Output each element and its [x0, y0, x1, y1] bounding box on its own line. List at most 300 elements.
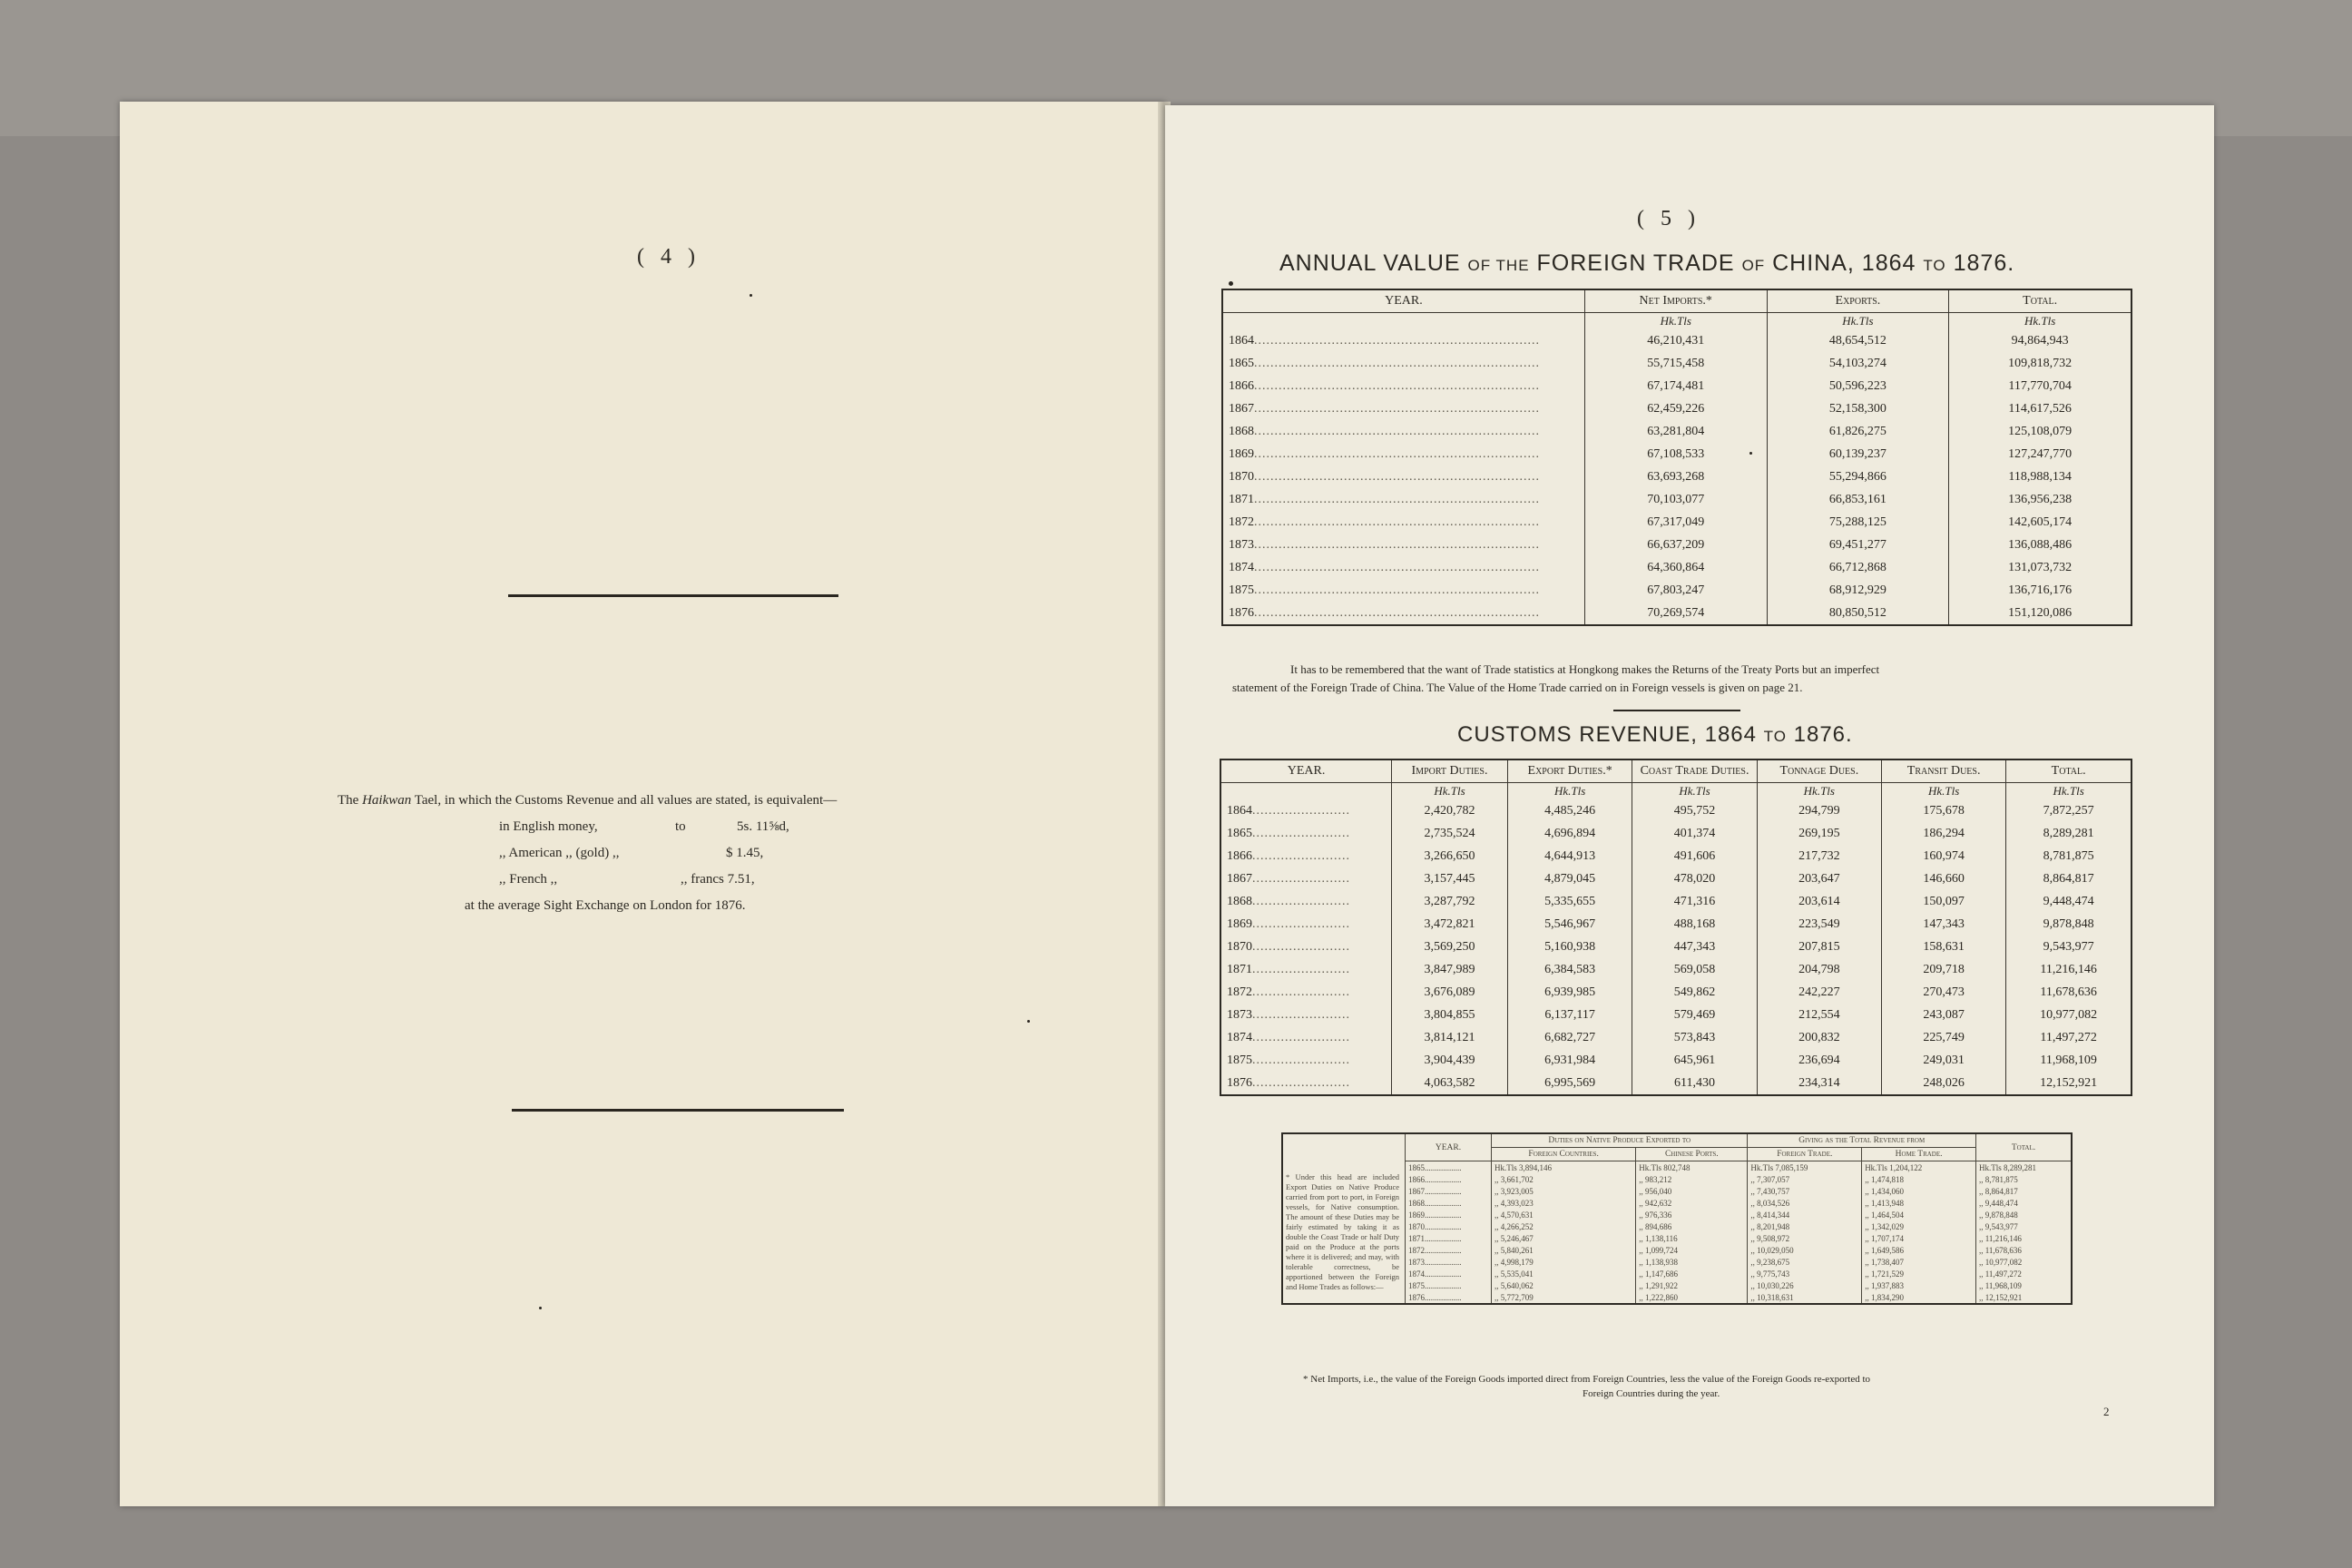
tael-french: ,, French ,,: [499, 872, 558, 887]
cell-exports: 61,826,275: [1767, 420, 1949, 443]
row-year: 1866: [1227, 848, 1252, 863]
cell-export: 5,335,655: [1507, 890, 1632, 913]
net-imports-footnote: * Net Imports, i.e., the value of the Foreign Goods imported direct from Foreign Countries, less the value of the Foreign Goods re-exported to: [1303, 1374, 1871, 1385]
cell-total: 114,617,526: [1949, 397, 2132, 420]
cell-t: ,, 8,781,875: [1976, 1173, 2073, 1185]
row-year: 1869: [1229, 446, 1254, 461]
cell-ht: Hk.Tls 1,204,122: [1862, 1161, 1976, 1174]
table-row: 1870........................ 3,569,250 5,160,938 447,343 207,815 158,631 9,543,977: [1220, 936, 2132, 958]
tael-french-value: ,, francs 7.51,: [681, 872, 755, 887]
cell-fc: ,, 5,640,062: [1492, 1279, 1636, 1291]
cell-fc: ,, 5,772,709: [1492, 1291, 1636, 1304]
cell-total: 11,968,109: [2006, 1049, 2132, 1072]
cell-exports: 52,158,300: [1767, 397, 1949, 420]
tael-footer: at the average Sight Exchange on London for 1876.: [465, 898, 746, 913]
cell-cp: ,, 976,336: [1636, 1209, 1748, 1220]
cell-ft: ,, 8,201,948: [1748, 1220, 1862, 1232]
unit-label: Hk.Tls: [1767, 313, 1949, 330]
cell-export: 4,879,045: [1507, 867, 1632, 890]
row-year: 1870..................: [1406, 1220, 1492, 1232]
native-produce-duties-table: [1281, 1132, 2073, 1305]
row-year: 1864: [1227, 803, 1252, 818]
cell-cp: ,, 1,291,922: [1636, 1279, 1748, 1291]
cell-exports: 55,294,866: [1767, 466, 1949, 488]
cell-exports: 68,912,929: [1767, 579, 1949, 602]
right-page: [1165, 105, 2214, 1506]
cell-coast: 447,343: [1632, 936, 1757, 958]
cell-ft: ,, 9,238,675: [1748, 1256, 1862, 1268]
cell-total: 136,088,486: [1949, 534, 2132, 556]
paper-speck: [1229, 281, 1233, 286]
cell-transit: 147,343: [1881, 913, 2005, 936]
cell-ft: ,, 10,318,631: [1748, 1291, 1862, 1304]
row-year: 1872: [1229, 514, 1254, 529]
unit-label: Hk.Tls: [1949, 313, 2132, 330]
cell-tonnage: 203,647: [1757, 867, 1881, 890]
tael-american: ,, American ,, (gold) ,,: [499, 846, 620, 860]
cell-exports: 69,451,277: [1767, 534, 1949, 556]
cell-import: 3,814,121: [1392, 1026, 1508, 1049]
table-row: 1870...................................................................... 63,693,268 55,294,866 118,988,134: [1222, 466, 2132, 488]
cell-transit: 150,097: [1881, 890, 2005, 913]
cell-export: 6,682,727: [1507, 1026, 1632, 1049]
cell-total: 10,977,082: [2006, 1004, 2132, 1026]
row-year: 1875: [1229, 583, 1254, 597]
cell-t: ,, 8,864,817: [1976, 1185, 2073, 1197]
cell-fc: ,, 4,570,631: [1492, 1209, 1636, 1220]
col-foreign-trade: Foreign Trade.: [1748, 1148, 1862, 1161]
row-year: 1876..................: [1406, 1291, 1492, 1304]
table-row: 1872...................................................................... 67,317,049 75,288,125 142,605,174: [1222, 511, 2132, 534]
col-year: YEAR.: [1406, 1133, 1492, 1161]
cell-cp: ,, 1,138,116: [1636, 1232, 1748, 1244]
col-exports: Exports.: [1767, 289, 1949, 313]
cell-imports: 67,803,247: [1584, 579, 1767, 602]
foreign-trade-table: [1221, 289, 2132, 626]
cell-total: 9,878,848: [2006, 913, 2132, 936]
cell-import: 3,157,445: [1392, 867, 1508, 890]
cell-ht: ,, 1,464,504: [1862, 1209, 1976, 1220]
cell-tonnage: 203,614: [1757, 890, 1881, 913]
cell-cp: ,, 1,099,724: [1636, 1244, 1748, 1256]
cell-total: 127,247,770: [1949, 443, 2132, 466]
row-year: 1875: [1227, 1053, 1252, 1067]
cell-fc: ,, 4,393,023: [1492, 1197, 1636, 1209]
cell-coast: 491,606: [1632, 845, 1757, 867]
cell-total: 151,120,086: [1949, 602, 2132, 625]
table-row: 1875...................................................................... 67,803,247 68,912,929 136,716,176: [1222, 579, 2132, 602]
cell-coast: 549,862: [1632, 981, 1757, 1004]
row-year: 1865: [1227, 826, 1252, 840]
cell-imports: 55,715,458: [1584, 352, 1767, 375]
trade-note-2: statement of the Foreign Trade of China. The Value of the Home Trade carried on in Foreign vessels is given on page 21.: [1232, 681, 1803, 694]
cell-cp: ,, 1,138,938: [1636, 1256, 1748, 1268]
cell-exports: 60,139,237: [1767, 443, 1949, 466]
cell-transit: 249,031: [1881, 1049, 2005, 1072]
cell-transit: 146,660: [1881, 867, 2005, 890]
cell-exports: 80,850,512: [1767, 602, 1949, 625]
cell-coast: 569,058: [1632, 958, 1757, 981]
signature-mark: 2: [2103, 1405, 2110, 1418]
cell-total: 11,678,636: [2006, 981, 2132, 1004]
table-row: 1869........................ 3,472,821 5,546,967 488,168 223,549 147,343 9,878,848: [1220, 913, 2132, 936]
table-row: 1868........................ 3,287,792 5,335,655 471,316 203,614 150,097 9,448,474: [1220, 890, 2132, 913]
row-year: 1871..................: [1406, 1232, 1492, 1244]
table-row: 1876........................ 4,063,582 6,995,569 611,430 234,314 248,026 12,152,921: [1220, 1072, 2132, 1095]
row-year: 1868: [1227, 894, 1252, 908]
row-year: 1873: [1229, 537, 1254, 552]
unit-label: Hk.Tls: [1881, 783, 2005, 800]
cell-ht: ,, 1,738,407: [1862, 1256, 1976, 1268]
cell-t: ,, 11,216,146: [1976, 1232, 2073, 1244]
cell-export: 5,546,967: [1507, 913, 1632, 936]
section-divider: [1613, 710, 1740, 711]
col-transit-dues: Transit Dues.: [1881, 760, 2005, 783]
cell-export: 4,485,246: [1507, 799, 1632, 822]
cell-transit: 158,631: [1881, 936, 2005, 958]
table-row: 1867........................ 3,157,445 4,879,045 478,020 203,647 146,660 8,864,817: [1220, 867, 2132, 890]
cell-transit: 248,026: [1881, 1072, 2005, 1095]
cell-t: Hk.Tls 8,289,281: [1976, 1161, 2073, 1174]
row-year: 1868: [1229, 424, 1254, 438]
row-year: 1864: [1229, 333, 1254, 348]
table-row: 1865...................................................................... 55,715,458 54,103,274 109,818,732: [1222, 352, 2132, 375]
unit-label: Hk.Tls: [1757, 783, 1881, 800]
cell-imports: 67,108,533: [1584, 443, 1767, 466]
cell-ht: ,, 1,721,529: [1862, 1268, 1976, 1279]
tael-american-value: $ 1.45,: [726, 846, 764, 860]
unit-label: Hk.Tls: [2006, 783, 2132, 800]
cell-t: ,, 9,878,848: [1976, 1209, 2073, 1220]
cell-t: ,, 10,977,082: [1976, 1256, 2073, 1268]
cell-tonnage: 242,227: [1757, 981, 1881, 1004]
cell-tonnage: 269,195: [1757, 822, 1881, 845]
cell-fc: ,, 5,246,467: [1492, 1232, 1636, 1244]
row-year: 1875..................: [1406, 1279, 1492, 1291]
trade-note: It has to be remembered that the want of Trade statistics at Hongkong makes the Returns of the Treaty Ports but an imperfect: [1290, 662, 1880, 676]
cell-coast: 401,374: [1632, 822, 1757, 845]
unit-label: Hk.Tls: [1584, 313, 1767, 330]
cell-exports: 48,654,512: [1767, 329, 1949, 352]
row-year: 1869..................: [1406, 1209, 1492, 1220]
cell-coast: 488,168: [1632, 913, 1757, 936]
col-net-imports: Net Imports.*: [1584, 289, 1767, 313]
paper-speck: [750, 294, 752, 297]
cell-tonnage: 207,815: [1757, 936, 1881, 958]
cell-cp: ,, 956,040: [1636, 1185, 1748, 1197]
divider-rule-top: [508, 594, 838, 597]
cell-exports: 54,103,274: [1767, 352, 1949, 375]
cell-import: 2,420,782: [1392, 799, 1508, 822]
cell-imports: 63,693,268: [1584, 466, 1767, 488]
cell-tonnage: 234,314: [1757, 1072, 1881, 1095]
row-year: 1870: [1229, 469, 1254, 484]
row-year: 1867: [1229, 401, 1254, 416]
cell-export: 6,939,985: [1507, 981, 1632, 1004]
customs-title: CUSTOMS REVENUE, 1864 TO 1876.: [1457, 722, 1853, 747]
cell-fc: ,, 4,998,179: [1492, 1256, 1636, 1268]
col-home-trade: Home Trade.: [1862, 1148, 1976, 1161]
cell-total: 9,543,977: [2006, 936, 2132, 958]
cell-ft: ,, 7,307,057: [1748, 1173, 1862, 1185]
col-tonnage-dues: Tonnage Dues.: [1757, 760, 1881, 783]
row-year: 1865: [1229, 356, 1254, 370]
cell-total: 8,289,281: [2006, 822, 2132, 845]
cell-ft: ,, 9,508,972: [1748, 1232, 1862, 1244]
cell-import: 3,472,821: [1392, 913, 1508, 936]
row-year: 1865..................: [1406, 1161, 1492, 1174]
col-giving-group: Giving as the Total Revenue from: [1748, 1133, 1976, 1148]
cell-fc: Hk.Tls 3,894,146: [1492, 1161, 1636, 1174]
cell-total: 142,605,174: [1949, 511, 2132, 534]
table-row: 1865........................ 2,735,524 4,696,894 401,374 269,195 186,294 8,289,281: [1220, 822, 2132, 845]
units-row: [1222, 313, 2132, 330]
tael-line-1: The Haikwan Tael, in which the Customs Revenue and all values are stated, is equivalent—: [338, 793, 838, 808]
table-row: 1876...................................................................... 70,269,574 80,850,512 151,120,086: [1222, 602, 2132, 625]
cell-coast: 478,020: [1632, 867, 1757, 890]
cell-import: 3,266,650: [1392, 845, 1508, 867]
table-row: 1866........................ 3,266,650 4,644,913 491,606 217,732 160,974 8,781,875: [1220, 845, 2132, 867]
cell-tonnage: 212,554: [1757, 1004, 1881, 1026]
paper-speck: [1027, 1020, 1030, 1023]
row-year: 1867..................: [1406, 1185, 1492, 1197]
cell-imports: 67,174,481: [1584, 375, 1767, 397]
row-year: 1876: [1227, 1075, 1252, 1090]
row-year: 1866..................: [1406, 1173, 1492, 1185]
cell-total: 136,716,176: [1949, 579, 2132, 602]
cell-coast: 579,469: [1632, 1004, 1757, 1026]
cell-export: 4,696,894: [1507, 822, 1632, 845]
cell-imports: 66,637,209: [1584, 534, 1767, 556]
cell-coast: 573,843: [1632, 1026, 1757, 1049]
cell-import: 2,735,524: [1392, 822, 1508, 845]
unit-label: Hk.Tls: [1632, 783, 1757, 800]
cell-imports: 67,317,049: [1584, 511, 1767, 534]
cell-ht: ,, 1,342,029: [1862, 1220, 1976, 1232]
cell-coast: 495,752: [1632, 799, 1757, 822]
cell-coast: 611,430: [1632, 1072, 1757, 1095]
cell-cp: ,, 942,632: [1636, 1197, 1748, 1209]
cell-exports: 75,288,125: [1767, 511, 1949, 534]
cell-ft: Hk.Tls 7,085,159: [1748, 1161, 1862, 1174]
divider-rule-bottom: [512, 1109, 844, 1112]
cell-exports: 50,596,223: [1767, 375, 1949, 397]
cell-export: 6,931,984: [1507, 1049, 1632, 1072]
cell-transit: 225,749: [1881, 1026, 2005, 1049]
cell-t: ,, 11,678,636: [1976, 1244, 2073, 1256]
cell-exports: 66,712,868: [1767, 556, 1949, 579]
col-total: Total.: [1976, 1133, 2073, 1161]
cell-transit: 175,678: [1881, 799, 2005, 822]
table-row: 1874........................ 3,814,121 6,682,727 573,843 200,832 225,749 11,497,272: [1220, 1026, 2132, 1049]
cell-import: 3,847,989: [1392, 958, 1508, 981]
unit-label: Hk.Tls: [1392, 783, 1508, 800]
cell-imports: 46,210,431: [1584, 329, 1767, 352]
cell-transit: 186,294: [1881, 822, 2005, 845]
cell-import: 3,287,792: [1392, 890, 1508, 913]
paper-speck: [539, 1307, 542, 1309]
cell-total: 9,448,474: [2006, 890, 2132, 913]
cell-cp: ,, 1,222,860: [1636, 1291, 1748, 1304]
cell-total: 94,864,943: [1949, 329, 2132, 352]
col-export-duties: Export Duties.*: [1507, 760, 1632, 783]
row-year: 1870: [1227, 939, 1252, 954]
row-year: 1874: [1227, 1030, 1252, 1044]
cell-ft: ,, 9,775,743: [1748, 1268, 1862, 1279]
unit-label: Hk.Tls: [1507, 783, 1632, 800]
row-year: 1876: [1229, 605, 1254, 620]
tael-english-to: to: [675, 819, 686, 834]
cell-ht: ,, 1,474,818: [1862, 1173, 1976, 1185]
cell-ft: ,, 8,034,526: [1748, 1197, 1862, 1209]
cell-total: 8,864,817: [2006, 867, 2132, 890]
cell-export: 6,137,117: [1507, 1004, 1632, 1026]
cell-t: ,, 9,448,474: [1976, 1197, 2073, 1209]
col-import-duties: Import Duties.: [1392, 760, 1508, 783]
table-row: 1867...................................................................... 62,459,226 52,158,300 114,617,526: [1222, 397, 2132, 420]
cell-ht: ,, 1,937,883: [1862, 1279, 1976, 1291]
cell-fc: ,, 5,535,041: [1492, 1268, 1636, 1279]
cell-fc: ,, 3,661,702: [1492, 1173, 1636, 1185]
table-row: 1864........................ 2,420,782 4,485,246 495,752 294,799 175,678 7,872,257: [1220, 799, 2132, 822]
table-row: 1872........................ 3,676,089 6,939,985 549,862 242,227 270,473 11,678,636: [1220, 981, 2132, 1004]
row-year: 1873: [1227, 1007, 1252, 1022]
cell-transit: 209,718: [1881, 958, 2005, 981]
cell-imports: 62,459,226: [1584, 397, 1767, 420]
cell-import: 3,676,089: [1392, 981, 1508, 1004]
col-chinese-ports: Chinese Ports.: [1636, 1148, 1748, 1161]
row-year: 1871: [1227, 962, 1252, 976]
cell-ft: ,, 8,414,344: [1748, 1209, 1862, 1220]
cell-export: 6,384,583: [1507, 958, 1632, 981]
col-foreign-countries: Foreign Countries.: [1492, 1148, 1636, 1161]
cell-export: 4,644,913: [1507, 845, 1632, 867]
cell-tonnage: 217,732: [1757, 845, 1881, 867]
cell-ht: ,, 1,413,948: [1862, 1197, 1976, 1209]
trade-title: ANNUAL VALUE OF THE FOREIGN TRADE OF CHINA, 1864 TO 1876.: [1279, 250, 2015, 276]
cell-export: 6,995,569: [1507, 1072, 1632, 1095]
table-row: 1869...................................................................... 67,108,533 60,139,237 127,247,770: [1222, 443, 2132, 466]
cell-total: 136,956,238: [1949, 488, 2132, 511]
paper-speck: [1749, 452, 1752, 455]
cell-total: 11,497,272: [2006, 1026, 2132, 1049]
cell-import: 3,904,439: [1392, 1049, 1508, 1072]
cell-total: 11,216,146: [2006, 958, 2132, 981]
row-year: 1874..................: [1406, 1268, 1492, 1279]
tael-english: in English money,: [499, 819, 598, 834]
cell-cp: Hk.Tls 802,748: [1636, 1161, 1748, 1174]
table-row: 1871...................................................................... 70,103,077 66,853,161 136,956,238: [1222, 488, 2132, 511]
table-row: 1864...................................................................... 46,210,431 48,654,512 94,864,943: [1222, 329, 2132, 352]
cell-ht: ,, 1,834,290: [1862, 1291, 1976, 1304]
cell-ht: ,, 1,707,174: [1862, 1232, 1976, 1244]
left-page: [120, 102, 1165, 1506]
cell-ft: ,, 10,029,050: [1748, 1244, 1862, 1256]
row-year: 1873..................: [1406, 1256, 1492, 1268]
cell-tonnage: 204,798: [1757, 958, 1881, 981]
cell-fc: ,, 5,840,261: [1492, 1244, 1636, 1256]
cell-t: ,, 11,497,272: [1976, 1268, 2073, 1279]
page-number-right: ( 5 ): [1637, 207, 1700, 230]
cell-tonnage: 294,799: [1757, 799, 1881, 822]
table-row: 1874...................................................................... 64,360,864 66,712,868 131,073,732: [1222, 556, 2132, 579]
row-year: 1872: [1227, 985, 1252, 999]
duties-sidenote: * Under this head are included Export Duties on Native Produce carried from port to port, in Foreign vessels, for Native consumption. The amount of these Duties may be fairly estimated by taking it as double the Coast Trade or half Duty paid on the Produce at the ports where it is delivered; and may, with tolerable correctness, be apportioned between the Foreign and Home Trades as follows:—: [1286, 1171, 1399, 1291]
table-row: 1873...................................................................... 66,637,209 69,451,277 136,088,486: [1222, 534, 2132, 556]
cell-coast: 645,961: [1632, 1049, 1757, 1072]
cell-total: 131,073,732: [1949, 556, 2132, 579]
customs-revenue-table: [1220, 759, 2132, 1096]
table-row: [1282, 1161, 2072, 1174]
cell-tonnage: 200,832: [1757, 1026, 1881, 1049]
cell-total: 117,770,704: [1949, 375, 2132, 397]
cell-imports: 70,269,574: [1584, 602, 1767, 625]
cell-import: 3,804,855: [1392, 1004, 1508, 1026]
cell-ht: ,, 1,649,586: [1862, 1244, 1976, 1256]
cell-cp: ,, 894,686: [1636, 1220, 1748, 1232]
tael-english-value: 5s. 11⅝d,: [737, 819, 789, 834]
cell-t: ,, 11,968,109: [1976, 1279, 2073, 1291]
cell-coast: 471,316: [1632, 890, 1757, 913]
table-row: 1873........................ 3,804,855 6,137,117 579,469 212,554 243,087 10,977,082: [1220, 1004, 2132, 1026]
cell-tonnage: 223,549: [1757, 913, 1881, 936]
cell-ht: ,, 1,434,060: [1862, 1185, 1976, 1197]
cell-fc: ,, 4,266,252: [1492, 1220, 1636, 1232]
cell-transit: 243,087: [1881, 1004, 2005, 1026]
cell-cp: ,, 983,212: [1636, 1173, 1748, 1185]
cell-cp: ,, 1,147,686: [1636, 1268, 1748, 1279]
cell-export: 5,160,938: [1507, 936, 1632, 958]
row-year: 1866: [1229, 378, 1254, 393]
cell-exports: 66,853,161: [1767, 488, 1949, 511]
cell-transit: 270,473: [1881, 981, 2005, 1004]
table-row: 1875........................ 3,904,439 6,931,984 645,961 236,694 249,031 11,968,109: [1220, 1049, 2132, 1072]
table-row: 1866...................................................................... 67,174,481 50,596,223 117,770,704: [1222, 375, 2132, 397]
cell-ft: ,, 10,030,226: [1748, 1279, 1862, 1291]
cell-total: 118,988,134: [1949, 466, 2132, 488]
col-duties-group: Duties on Native Produce Exported to: [1492, 1133, 1748, 1148]
row-year: 1868..................: [1406, 1197, 1492, 1209]
cell-transit: 160,974: [1881, 845, 2005, 867]
cell-imports: 64,360,864: [1584, 556, 1767, 579]
row-year: 1874: [1229, 560, 1254, 574]
cell-import: 3,569,250: [1392, 936, 1508, 958]
cell-total: 109,818,732: [1949, 352, 2132, 375]
cell-imports: 70,103,077: [1584, 488, 1767, 511]
cell-imports: 63,281,804: [1584, 420, 1767, 443]
cell-t: ,, 12,152,921: [1976, 1291, 2073, 1304]
units-row: [1220, 783, 2132, 800]
cell-import: 4,063,582: [1392, 1072, 1508, 1095]
col-year: YEAR.: [1222, 289, 1584, 313]
row-year: 1867: [1227, 871, 1252, 886]
row-year: 1869: [1227, 916, 1252, 931]
cell-tonnage: 236,694: [1757, 1049, 1881, 1072]
col-year: YEAR.: [1220, 760, 1392, 783]
col-coast-trade-duties: Coast Trade Duties.: [1632, 760, 1757, 783]
row-year: 1872..................: [1406, 1244, 1492, 1256]
cell-total: 125,108,079: [1949, 420, 2132, 443]
table-row: 1868...................................................................... 63,281,804 61,826,275 125,108,079: [1222, 420, 2132, 443]
net-imports-footnote-2: Foreign Countries during the year.: [1583, 1388, 1720, 1399]
table-row: 1871........................ 3,847,989 6,384,583 569,058 204,798 209,718 11,216,146: [1220, 958, 2132, 981]
cell-total: 12,152,921: [2006, 1072, 2132, 1095]
cell-total: 7,872,257: [2006, 799, 2132, 822]
cell-ft: ,, 7,430,757: [1748, 1185, 1862, 1197]
cell-total: 8,781,875: [2006, 845, 2132, 867]
cell-fc: ,, 3,923,005: [1492, 1185, 1636, 1197]
col-total: Total.: [1949, 289, 2132, 313]
